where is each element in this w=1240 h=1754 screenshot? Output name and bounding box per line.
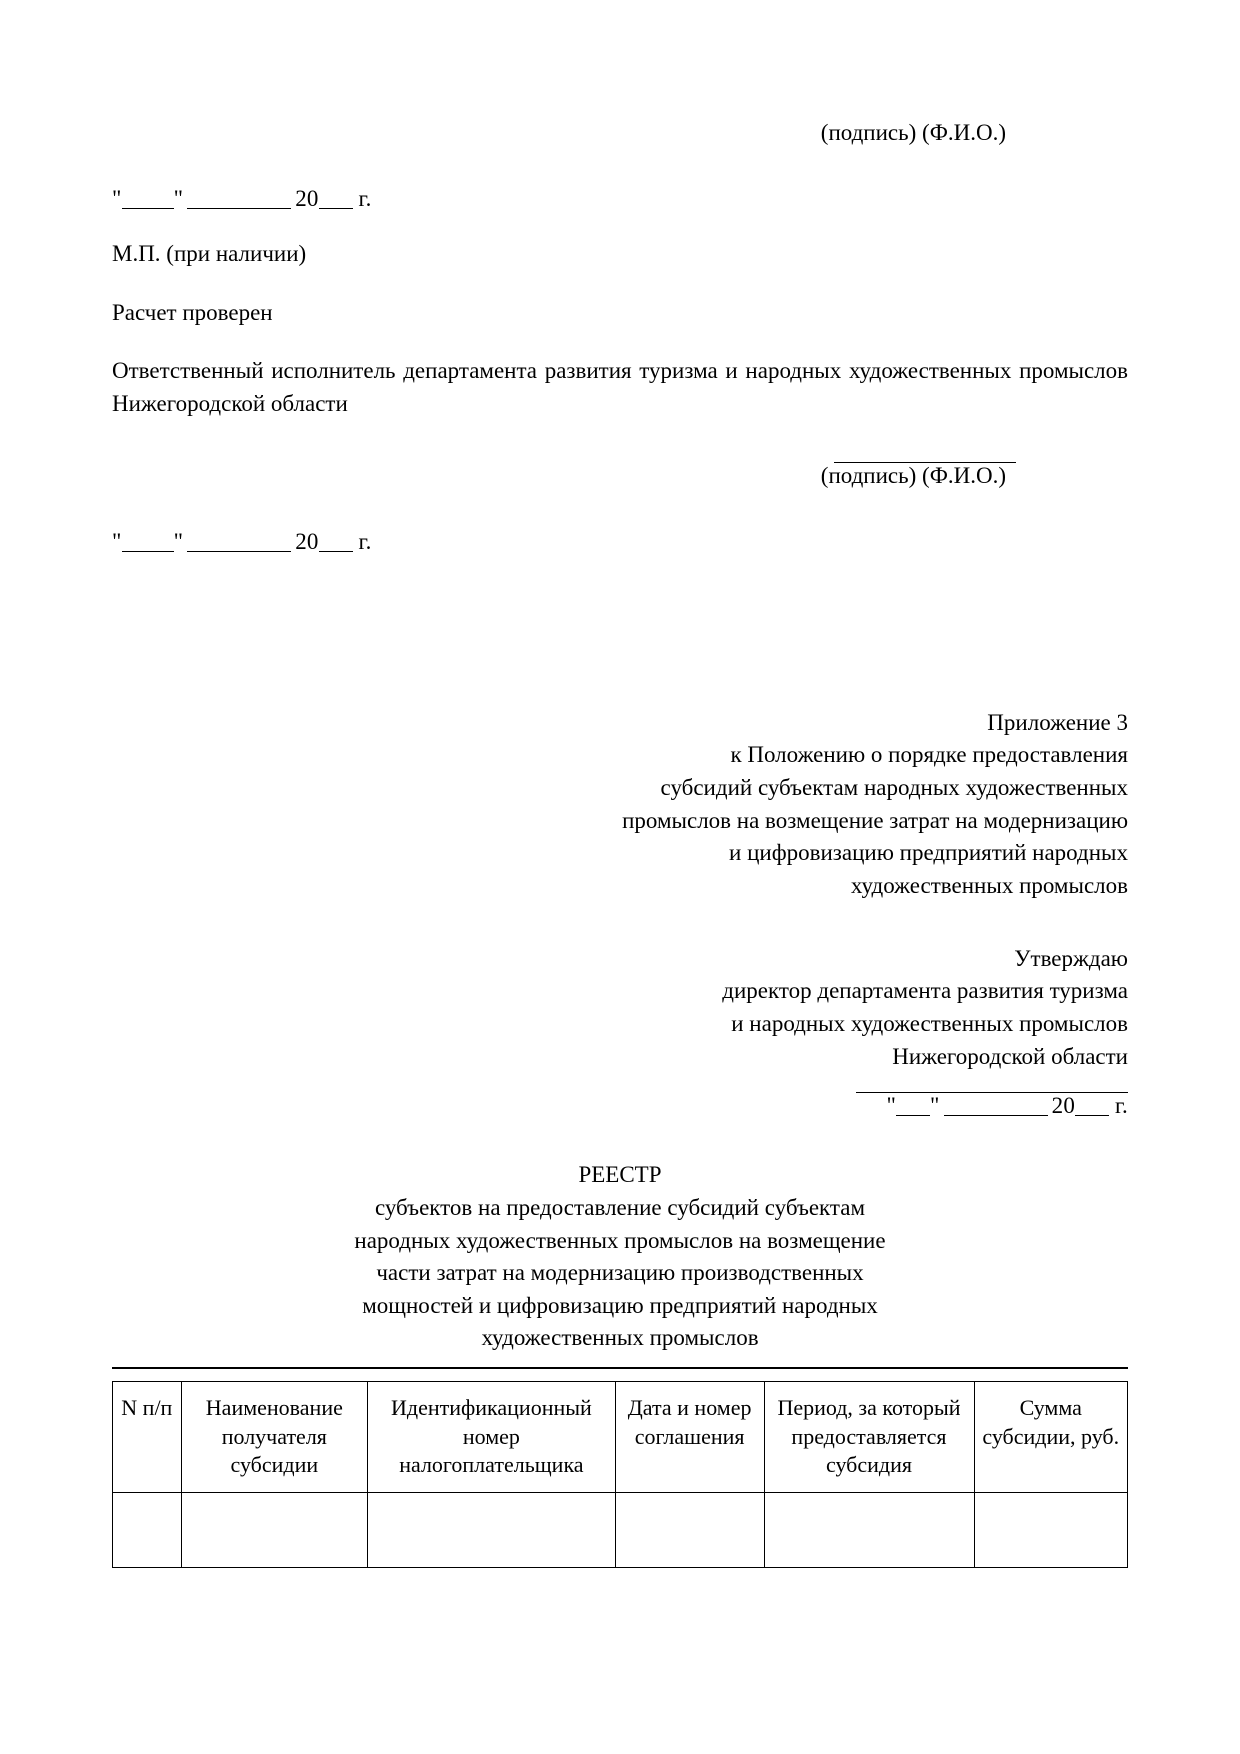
table-header-agreement: Дата и номер соглашения [615, 1382, 764, 1493]
date-year-blank [1075, 1115, 1109, 1116]
approval-line-3: Нижегородской области [892, 1043, 1128, 1069]
registry-heading: РЕЕСТР [578, 1162, 662, 1188]
date-year-suffix: г. [358, 528, 372, 554]
approval-line-2: и народных художественных промыслов [731, 1010, 1128, 1036]
footer-divider-rule [112, 1367, 1128, 1369]
appendix-line-2: субсидий субъектам народных художественных [660, 774, 1128, 800]
appendix-number: Приложение 3 [987, 709, 1128, 735]
spacer-before-signature-rule [112, 421, 1128, 461]
date-quote-close: " [930, 1093, 940, 1119]
registry-subtitle-line-5: художественных промыслов [481, 1325, 759, 1351]
signature-caption-top: (подпись) (Ф.И.О.) [820, 120, 1006, 145]
table-header-recipient: Наименование получателя субсидии [181, 1382, 367, 1493]
approval-title: Утверждаю [1014, 945, 1128, 971]
appendix-line-4: и цифровизацию предприятий народных [729, 840, 1128, 866]
table-header-number: N п/п [113, 1382, 182, 1493]
registry-table-body [113, 1492, 1128, 1567]
table-cell-amount[interactable] [974, 1492, 1128, 1567]
registry-table [112, 1381, 1128, 1568]
registry-table-head [113, 1382, 1128, 1493]
table-header-amount: Сумма субсидии, руб. [974, 1382, 1128, 1493]
table-header-period: Период, за который предоставляется субсидия [764, 1382, 974, 1493]
table-header-row [113, 1382, 1128, 1493]
table-cell-number[interactable] [113, 1492, 182, 1567]
table-row [113, 1492, 1128, 1567]
appendix-line-5: художественных промыслов [850, 872, 1128, 898]
registry-subtitle-line-4: мощностей и цифровизацию предприятий народных [362, 1292, 878, 1318]
stamp-note: М.П. (при наличии) [112, 241, 307, 266]
appendix-line-3: промыслов на возмещение затрат на модернизацию [622, 807, 1128, 833]
table-cell-agreement[interactable] [615, 1492, 764, 1567]
appendix-line-1: к Положению о порядке предоставления [730, 742, 1128, 768]
spacer-before-approval-rule [112, 1073, 1128, 1091]
date-stamp-second [112, 529, 1128, 555]
date-year-blank [319, 551, 353, 552]
approval-line-1: директор департамента развития туризма [722, 978, 1128, 1004]
table-header-taxpayer-id: Идентификационный номер налогоплательщика [368, 1382, 616, 1493]
date-year-suffix: г. [358, 186, 372, 211]
date-quote-close: " [173, 186, 184, 211]
date-month-blank [187, 208, 291, 209]
date-year-prefix: 20 [295, 186, 319, 211]
date-day-blank [122, 551, 174, 552]
date-month-blank [187, 551, 291, 552]
spacer-before-executor [112, 329, 1128, 355]
registry-subtitle-line-3: части затрат на модернизацию производственных [376, 1260, 864, 1286]
date-day-blank [896, 1115, 930, 1116]
spacer-before-stamp-note [112, 212, 1128, 238]
date-stamp-top [112, 186, 1128, 212]
table-cell-taxpayer-id[interactable] [368, 1492, 616, 1567]
date-month-blank [944, 1115, 1048, 1116]
spacer-before-approval [112, 903, 1128, 943]
date-quote-open: " [886, 1093, 897, 1119]
date-quote-close: " [173, 528, 184, 554]
date-year-prefix: 20 [295, 528, 319, 554]
date-year-blank [319, 208, 353, 209]
date-quote-open: " [112, 528, 122, 554]
top-margin-spacer [112, 0, 1128, 120]
date-year-prefix: 20 [1051, 1093, 1076, 1119]
date-day-blank [122, 208, 174, 209]
spacer-after-signature-top [112, 146, 1128, 186]
spacer-before-registry-title [112, 1119, 1128, 1159]
table-cell-recipient[interactable] [181, 1492, 367, 1567]
responsible-executor-paragraph: Ответственный исполнитель департамента развития туризма и народных художественных промыслов Нижегородской области [112, 358, 1134, 416]
date-quote-open: " [112, 186, 122, 211]
table-cell-period[interactable] [764, 1492, 974, 1567]
spacer-before-date-stamp-second [112, 489, 1128, 529]
spacer-before-appendix [112, 555, 1128, 707]
registry-subtitle-line-2: народных художественных промыслов на возмещение [354, 1227, 886, 1253]
registry-subtitle-line-1: субъектов на предоставление субсидий субъектам [374, 1194, 866, 1220]
approval-date-stamp [112, 1093, 1128, 1119]
date-year-suffix: г. [1115, 1093, 1128, 1119]
signature-caption-second: (подпись) (Ф.И.О.) [820, 462, 1006, 488]
calculation-checked-label: Расчет проверен [112, 299, 273, 325]
spacer-before-calc-checked [112, 271, 1128, 297]
